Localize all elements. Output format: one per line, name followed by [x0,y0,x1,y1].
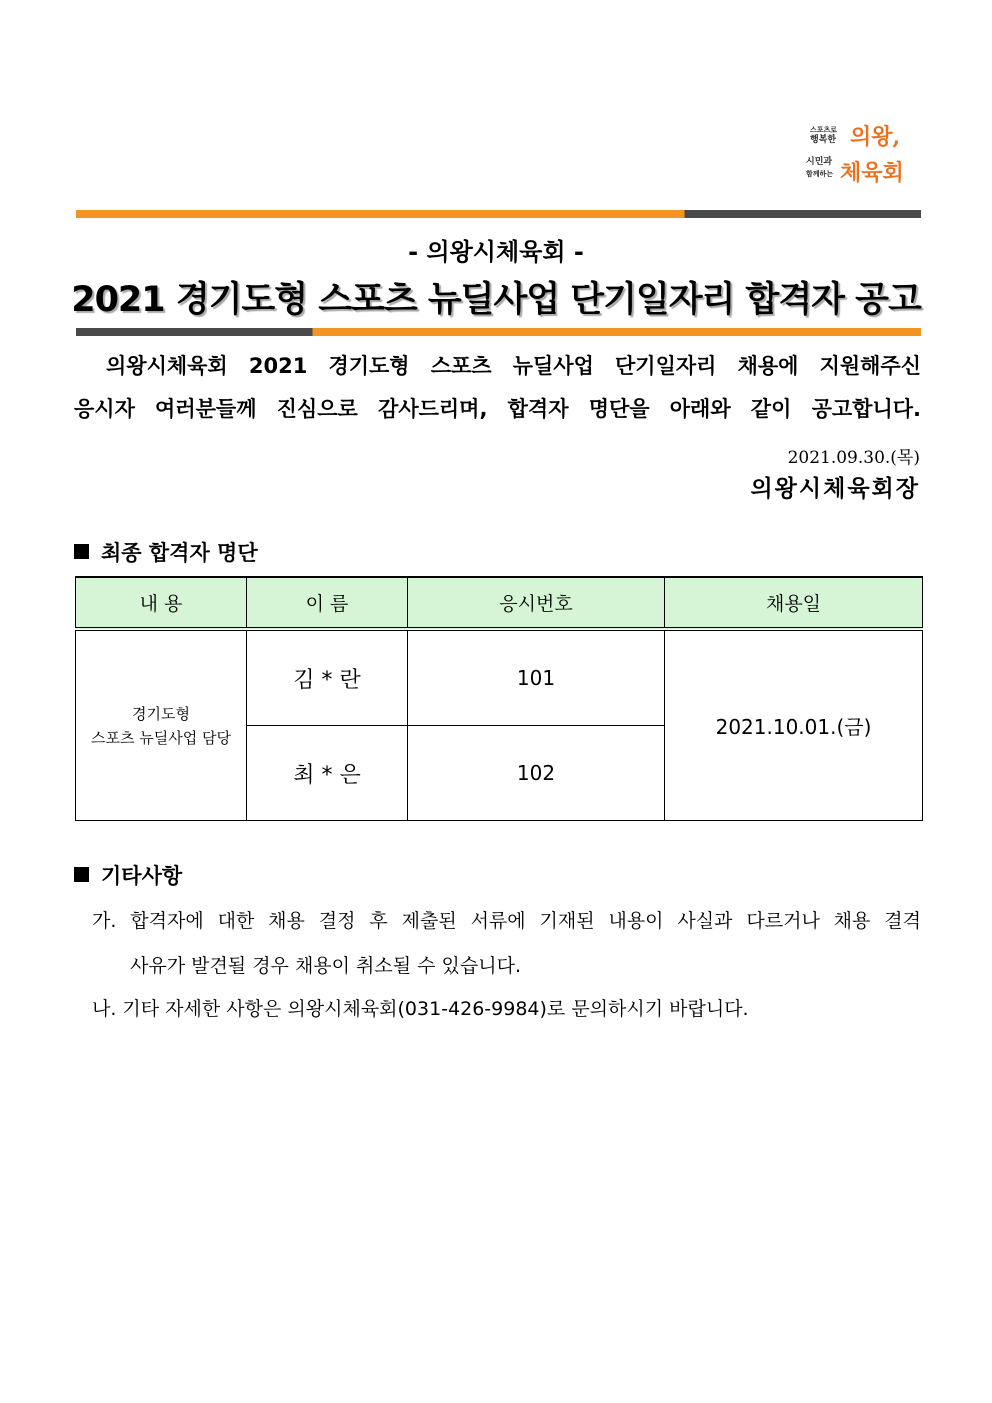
note-item-1-continued: 사유가 발견될 경우 채용이 취소될 수 있습니다. [130,955,522,977]
number-cell: 102 [408,726,665,821]
name-cell: 최 * 은 [247,726,408,821]
organization-logo [806,122,916,184]
table-row [76,629,923,726]
column-header: 이 름 [247,577,408,629]
intro-line-2: 응시자 여러분들께 진심으로 감사드리며, 합격자 명단을 아래와 같이 공고합니다. [74,397,921,421]
hire-date-cell: 2021.10.01.(금) [665,629,923,821]
category-text: 스포츠 뉴딜사업 담당 [91,728,231,747]
column-header: 내 용 [76,577,247,629]
header-divider-bottom [76,328,921,336]
category-text: 경기도형 [132,704,190,723]
logo-text-big: 체육회 [840,160,904,186]
square-bullet-icon [74,544,89,559]
logo-text-small: 스포츠로 [810,125,838,134]
logo-text-small: 시민과 [806,157,833,167]
section-final-list [74,537,258,567]
intro-line-1: 의왕시체육회 2021 경기도형 스포츠 뉴딜사업 단기일자리 채용에 지원해주신 [106,354,921,378]
section-title: 최종 합격자 명단 [101,541,258,565]
column-header: 응시번호 [408,577,665,629]
result-table [75,576,923,821]
section-title: 기타사항 [101,864,183,888]
number-cell: 101 [408,629,665,726]
page-subtitle: - 의왕시체육회 - [408,238,584,266]
square-bullet-icon [74,867,89,882]
note-item-2: 나. 기타 자세한 사항은 의왕시체육회(031-426-9984)로 문의하시기 바랍니다. [92,998,749,1020]
name-cell: 김 * 란 [247,629,408,726]
page-title: 2021 경기도형 스포츠 뉴딜사업 단기일자리 합격자 공고 [71,280,921,320]
category-cell [76,629,247,821]
announcement-date: 2021.09.30.(목) [787,448,920,468]
logo-text-small: 함께하는 [806,169,834,178]
logo-text-big: 의왕, [850,124,901,150]
header-divider-top [76,210,921,218]
column-header: 채용일 [665,577,923,629]
section-other-notes [74,860,182,890]
logo-text-small: 행복한 [810,135,837,145]
table-header-row [76,577,923,629]
signer-title: 의왕시체육회장 [750,475,920,502]
note-item-1: 가. 합격자에 대한 채용 결정 후 제출된 서류에 기재된 내용이 사실과 다르거나 채용 결격 [92,910,921,932]
